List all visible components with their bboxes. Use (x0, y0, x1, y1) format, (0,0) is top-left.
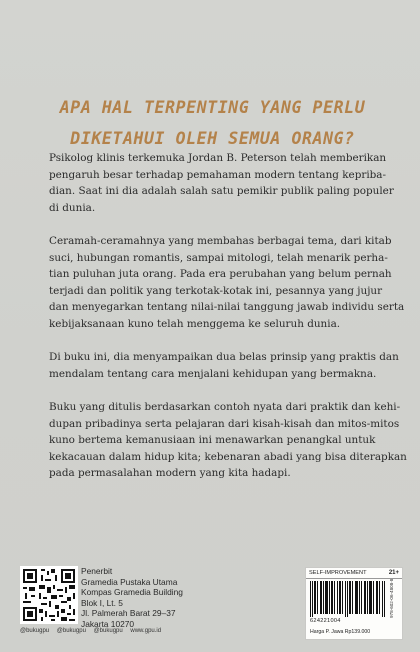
text-line: mendalam tentang cara menjalani kehidupan yang bermakna. (49, 367, 377, 380)
publisher-city: Jakarta 10270 (81, 618, 135, 629)
product-code: 624221004 (310, 618, 341, 624)
publisher-building: Kompas Gramedia Building (81, 587, 183, 598)
publisher-block (20, 566, 235, 638)
price-barcode-label (305, 567, 403, 640)
publisher-label: Penerbit (81, 566, 113, 576)
label-header (306, 568, 402, 579)
publisher-street: Jl. Palmerah Barat 29–37 (81, 608, 176, 619)
social-handle-3[interactable]: @bukugpu (93, 628, 123, 634)
text-line: dupan pribadinya serta pelajaran dari kisah-kisah dan mitos-mitos (49, 417, 400, 430)
text-line: dian. Saat ini dia adalah salah satu pemikir publik paling populer (49, 185, 394, 198)
social-handle-2[interactable]: @bukugpu (56, 628, 86, 634)
text-line: pada permasalahan modern yang kita hadapi. (49, 467, 291, 480)
text-line: Buku yang ditulis berdasarkan contoh nyata dari praktik dan kehi- (49, 400, 401, 413)
text-line: terjadi dan politik yang terkotak-kotak ini, pesannya yang jujur (49, 284, 383, 297)
paragraph-2 (49, 233, 405, 333)
headline-line-1: APA HAL TERPENTING YANG PERLU (59, 98, 366, 117)
text-line: kebijaksanaan kuno telah menggema ke seluruh dunia. (49, 317, 341, 330)
text-line: tian puluhan juta orang. Pada era perubahan yang belum pernah (49, 268, 392, 281)
category-label: SELF-IMPROVEMENT (309, 570, 367, 576)
publisher-address (81, 566, 183, 630)
blurb (49, 150, 407, 498)
age-rating: 21+ (388, 570, 399, 576)
text-line: suci, hubungan romantis, sampai mitologi, telah menarik perha- (49, 251, 388, 264)
website-link[interactable]: www.gpu.id (130, 628, 162, 634)
paragraph-1 (49, 150, 394, 216)
text-line: Psikolog klinis terkemuka Jordan B. Peterson telah memberikan (49, 152, 387, 164)
price-label: Harga P. Jawa Rp139.000 (310, 629, 371, 635)
text-line: di dunia. (49, 201, 96, 214)
text-line: kekacauan dalam hidup kita; kebenaran abadi yang bisa diterapkan (49, 450, 407, 463)
text-line: pengaruh besar terhadap pemahaman modern tentang kepriba- (49, 168, 386, 181)
headline-line-2: DIKETAHUI OLEH SEMUA ORANG? (70, 129, 355, 148)
barcode (310, 581, 386, 622)
paragraph-3 (49, 349, 399, 382)
text-line: dan menyegarkan tentang nilai-nilai tanggung jawab individu serta (49, 301, 405, 314)
text-line: Di buku ini, dia menyampaikan dua belas prinsip yang praktis dan (49, 351, 399, 364)
social-handle-1[interactable]: @bukugpu (20, 628, 50, 634)
social-links (20, 628, 167, 634)
text-line: kuno bertema kemanusiaan ini menawarkan penangkal untuk (49, 434, 376, 447)
paragraph-4 (49, 399, 407, 482)
publisher-name: Gramedia Pustaka Utama (81, 576, 178, 587)
isbn-number: 978-602-06-4808-8 (389, 578, 394, 618)
headline (40, 92, 385, 154)
qr-code[interactable] (20, 566, 78, 624)
publisher-block-floor: Blok I, Lt. 5 (81, 597, 123, 608)
text-line: Ceramah-ceramahnya yang membahas berbagai tema, dari kitab (49, 234, 392, 247)
